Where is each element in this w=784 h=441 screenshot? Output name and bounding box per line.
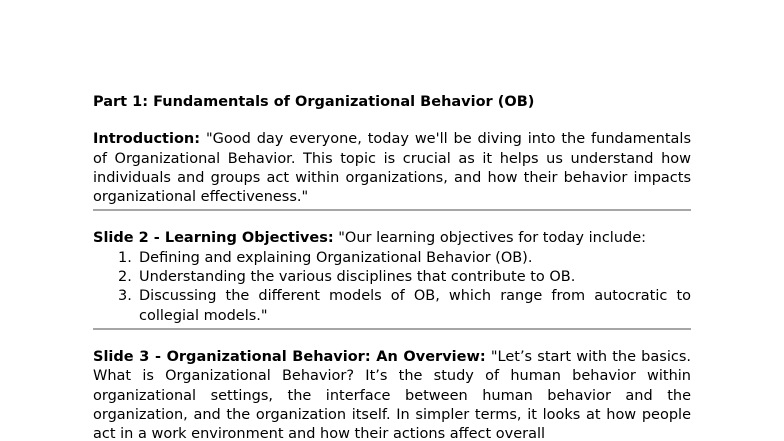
- list-item-number: 2.: [118, 269, 132, 286]
- slide3-label: Slide 3 - Organizational Behavior: An Overview:: [93, 348, 486, 365]
- slide3-section: [93, 348, 691, 441]
- introduction-text: "Good day everyone, today we'll be diving into the fundamentals of Organizational Behavior. This topic is crucial as it helps us understand how individuals and groups act within organizations, and how their behavior impacts organizational effectiveness.": [93, 131, 692, 206]
- introduction-label: Introduction:: [93, 131, 201, 148]
- list-item-text: Discussing the different models of OB, which range from autocratic to collegial models.": [139, 288, 691, 324]
- slide2-section: [93, 229, 691, 329]
- list-item: [93, 249, 691, 268]
- slide2-intro-paragraph: [93, 229, 691, 248]
- list-item-number: 3.: [118, 288, 132, 305]
- document-body: [93, 93, 691, 441]
- list-item-text: Defining and explaining Organizational Behavior (OB).: [139, 249, 533, 266]
- list-item-number: 1.: [118, 249, 132, 266]
- list-item: [93, 268, 691, 287]
- learning-objectives-list: [93, 249, 691, 326]
- introduction-section: [93, 130, 691, 211]
- slide3-text: "Let’s start with the basics. What is Organizational Behavior? It’s the study of human behavior within organizational settings, the interface between human behavior and the organization, and the organization itself. In simpler terms, it looks at how people act in a work environment and how their actions affect overall: [93, 348, 691, 441]
- part-heading: Part 1: Fundamentals of Organizational Behavior (OB): [93, 94, 535, 110]
- slide3-paragraph: [93, 348, 691, 441]
- list-item: [93, 287, 691, 326]
- list-item-text: Understanding the various disciplines that contribute to OB.: [139, 269, 576, 286]
- slide2-text: "Our learning objectives for today include:: [338, 230, 647, 247]
- section-divider: [93, 209, 691, 211]
- slide2-label: Slide 2 - Learning Objectives:: [93, 230, 334, 247]
- introduction-paragraph: [93, 130, 691, 207]
- section-divider: [93, 328, 691, 330]
